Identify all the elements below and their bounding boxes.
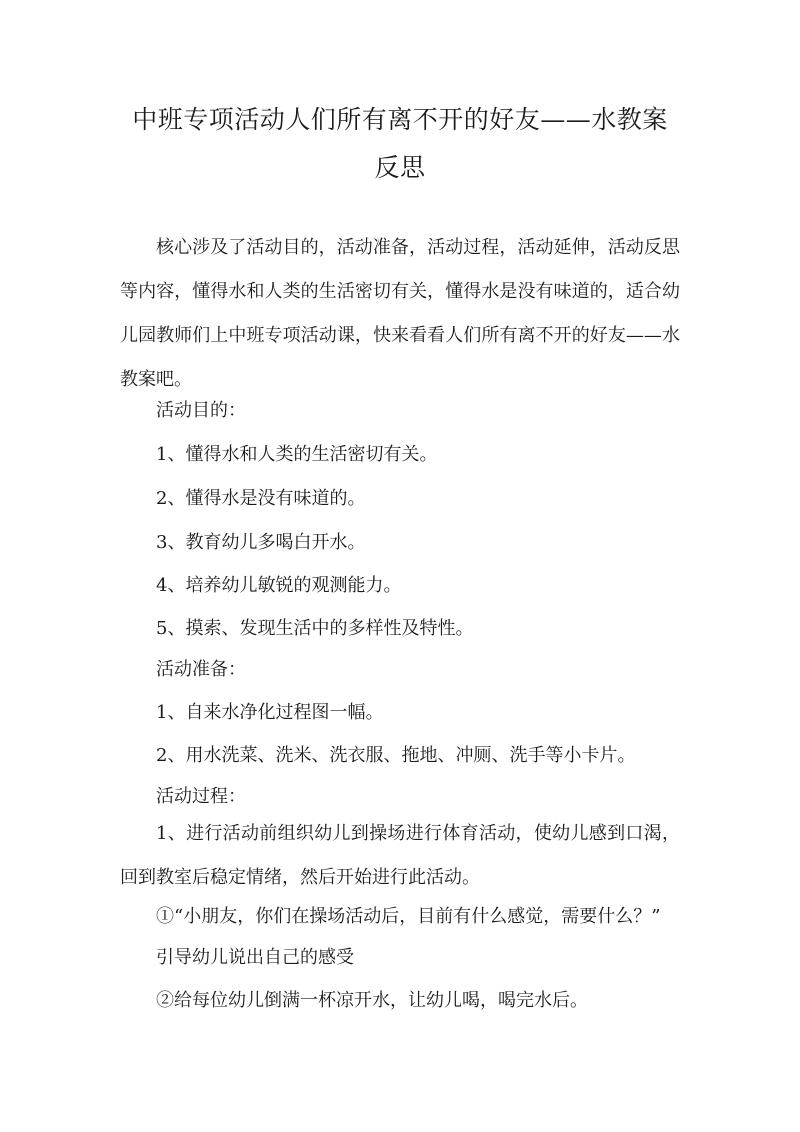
goals-heading: 活动目的： bbox=[156, 400, 246, 421]
process-guide: 引导幼儿说出自己的感受 bbox=[156, 947, 354, 968]
process-paragraph: 1、进行活动前组织幼儿到操场进行体育活动，使幼儿感到口渴，回到教室后稳定情绪，然后开始进行此活动。 bbox=[120, 823, 680, 888]
process-step-2: ②给每位幼儿倒满一杯凉开水，让幼儿喝，喝完水后。 bbox=[156, 990, 588, 1011]
goal-item: 1、懂得水和人类的生活密切有关。 bbox=[156, 444, 438, 465]
process-heading: 活动过程： bbox=[156, 786, 246, 807]
document-title: 中班专项活动人们所有离不开的好友——水教案反思 bbox=[132, 105, 668, 182]
goal-item: 4、培养幼儿敏锐的观测能力。 bbox=[156, 575, 402, 596]
goal-item: 5、摸索、发现生活中的多样性及特性。 bbox=[156, 618, 474, 639]
prep-heading: 活动准备： bbox=[156, 659, 246, 680]
process-question: ①“小朋友，你们在操场活动后，目前有什么感觉，需要什么？” bbox=[156, 906, 661, 927]
intro-paragraph: 核心涉及了活动目的，活动准备，活动过程，活动延伸，活动反思等内容，懂得水和人类的生活密切有关，懂得水是没有味道的，适合幼儿园教师们上中班专项活动课，快来看看人们所有离不开的好友——水教案吧。 bbox=[120, 237, 680, 390]
prep-item: 1、自来水净化过程图一幅。 bbox=[156, 702, 384, 723]
goal-item: 2、懂得水是没有味道的。 bbox=[156, 488, 366, 509]
prep-item: 2、用水洗菜、洗米、洗衣服、拖地、冲厕、洗手等小卡片。 bbox=[156, 745, 636, 766]
goal-item: 3、教育幼儿多喝白开水。 bbox=[156, 532, 366, 553]
